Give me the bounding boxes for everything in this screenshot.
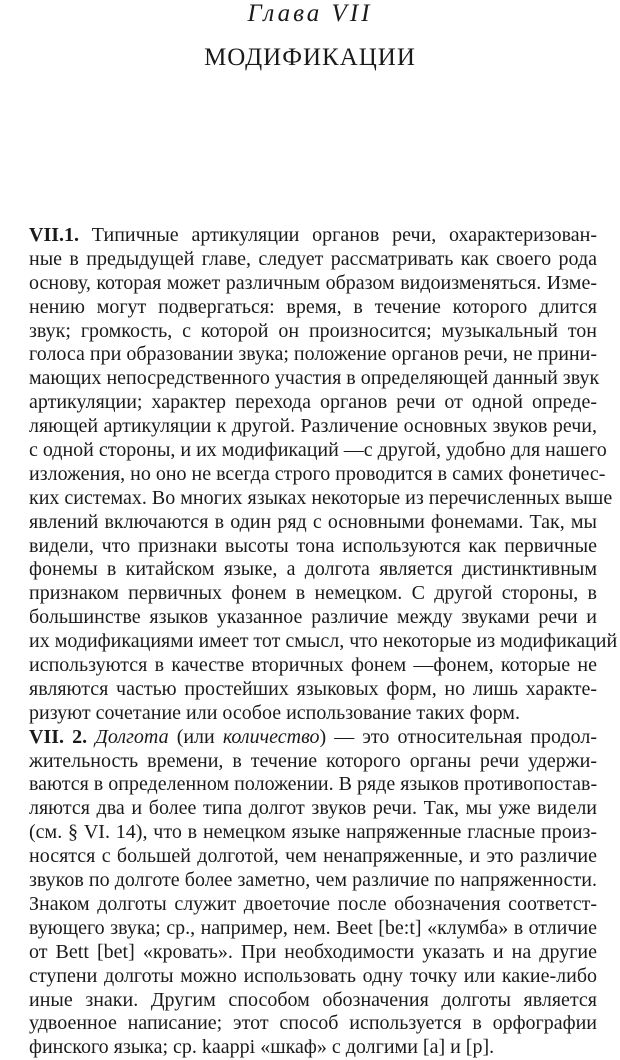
body-text — [29, 224, 618, 1060]
text-line — [29, 248, 597, 272]
text-line — [29, 224, 597, 248]
text-line — [29, 558, 597, 582]
text-run: ) — это относительная продол- — [319, 725, 597, 748]
text-line — [29, 773, 597, 797]
text-line — [29, 797, 597, 821]
text-line — [29, 678, 597, 702]
term-italic: количество — [222, 725, 320, 748]
text-line — [29, 630, 618, 654]
text-run: (см. § VI. 14), что в немецком языке напряженные гласные произ- — [29, 821, 597, 844]
text-line — [29, 486, 613, 511]
text-run: Знаком долготы служит двоеточие после обозначения соответст- — [29, 892, 597, 915]
text-line — [29, 1012, 597, 1036]
text-run: (или — [168, 725, 223, 748]
chapter-title: МОДИФИКАЦИИ — [204, 44, 416, 71]
text-run: ляются два и более типа долгот звуков речи. Так, мы уже видели — [29, 797, 597, 820]
text-line — [29, 845, 597, 869]
section-number: VII.1. — [29, 224, 80, 246]
text-line — [29, 654, 597, 678]
text-run: основу, которая может различным образом видоизменяться. Изме- — [29, 271, 597, 294]
text-line — [29, 869, 597, 893]
text-line — [29, 702, 597, 726]
text-line — [29, 582, 597, 606]
text-line — [29, 320, 597, 344]
text-run: жительность времени, в течение которого органы речи удержи- — [29, 749, 597, 772]
text-run: ризуют сочетание или особое использование таких форм. — [29, 701, 520, 724]
text-run — [87, 726, 95, 748]
text-line — [29, 462, 606, 487]
text-line — [29, 415, 597, 439]
text-run: явлений включаются в один ряд с основными фонемами. Так, мы — [29, 510, 597, 533]
text-run: ваются в определенном положении. В ряде языков противопостав- — [29, 773, 598, 796]
text-run: видели, что признаки высоты тона используются как первичные — [29, 534, 597, 557]
text-run: используются в качестве вторичных фонем —фонем, которые не — [29, 654, 597, 677]
text-line — [29, 272, 597, 296]
text-run: фонемы в китайском языке, а долгота является дистинктивным — [29, 558, 597, 581]
text-run: ные в предыдущей главе, следует рассматривать как своего рода — [29, 247, 597, 270]
text-line — [29, 989, 597, 1013]
text-run: ступени долготы можно использовать одну точку или какие-либо — [29, 964, 597, 987]
text-run: вующего звука; ср., например, нем. Beet [be:t] «клумба» в отличие — [29, 916, 597, 939]
text-line — [29, 606, 597, 630]
text-line — [29, 535, 597, 559]
text-line — [29, 439, 607, 463]
text-line — [29, 343, 597, 367]
text-line — [29, 511, 597, 535]
text-run: иные знаки. Другим способом обозначения долготы является — [29, 988, 597, 1011]
text-line — [29, 296, 597, 320]
section-number: VII. 2. — [29, 725, 88, 748]
text-line — [29, 917, 597, 941]
text-line — [29, 941, 597, 965]
text-run: большинстве языков указанное различие между звуками речи и — [29, 606, 597, 629]
text-line — [29, 965, 597, 989]
text-run: мающих непосредственного участия в определяющей данный звук — [29, 367, 600, 390]
text-run: ких системах. Во многих языках некоторые из перечисленных выше — [29, 486, 613, 509]
text-run: с одной стороны, и их модификаций —с другой, удобно для нашего — [29, 439, 607, 462]
text-line — [29, 821, 597, 845]
text-run: удвоенное написание; этот способ используется в орфографии — [29, 1012, 597, 1035]
text-line — [29, 1036, 597, 1060]
text-run: артикуляции; характер перехода органов речи от одной опреде- — [29, 391, 597, 414]
text-line — [29, 750, 597, 774]
text-run: звук; громкость, с которой он произносится; музыкальный тон — [29, 319, 597, 342]
term-italic: Долгота — [95, 725, 169, 748]
text-line — [29, 391, 597, 415]
text-run: носятся с большей долготой, чем ненапряженные, и это различие — [29, 845, 597, 868]
text-run: Типичные артикуляции органов речи, охарактеризован- — [79, 224, 597, 246]
text-run: финского языка; ср. kaappi «шкаф» с долгими [a] и [p]. — [29, 1036, 495, 1059]
chapter-label: Глава VII — [247, 0, 373, 27]
text-run: нению могут подвергаться: время, в течение которого длится — [29, 295, 597, 318]
text-run: от Bett [bet] «кровать». При необходимости указать и на другие — [29, 940, 597, 963]
text-run: являются частью простейших языковых форм, но лишь характе- — [29, 677, 597, 700]
text-run: их модификациями имеет тот смысл, что некоторые из модификаций — [29, 630, 618, 653]
text-line — [29, 367, 600, 391]
text-run: ляющей артикуляции к другой. Различение основных звуков речи, — [29, 415, 597, 438]
text-run: звуков по долготе более заметно, чем различие по напряженности. — [29, 869, 597, 892]
text-run: признаком первичных фонем в немецком. С другой стороны, в — [29, 582, 597, 605]
text-line — [29, 893, 597, 917]
text-line — [29, 726, 597, 750]
text-run: голоса при образовании звука; положение органов речи, не прини- — [29, 343, 597, 366]
text-run: изложения, но оно не всегда строго проводится в самих фонетичес- — [29, 462, 606, 485]
